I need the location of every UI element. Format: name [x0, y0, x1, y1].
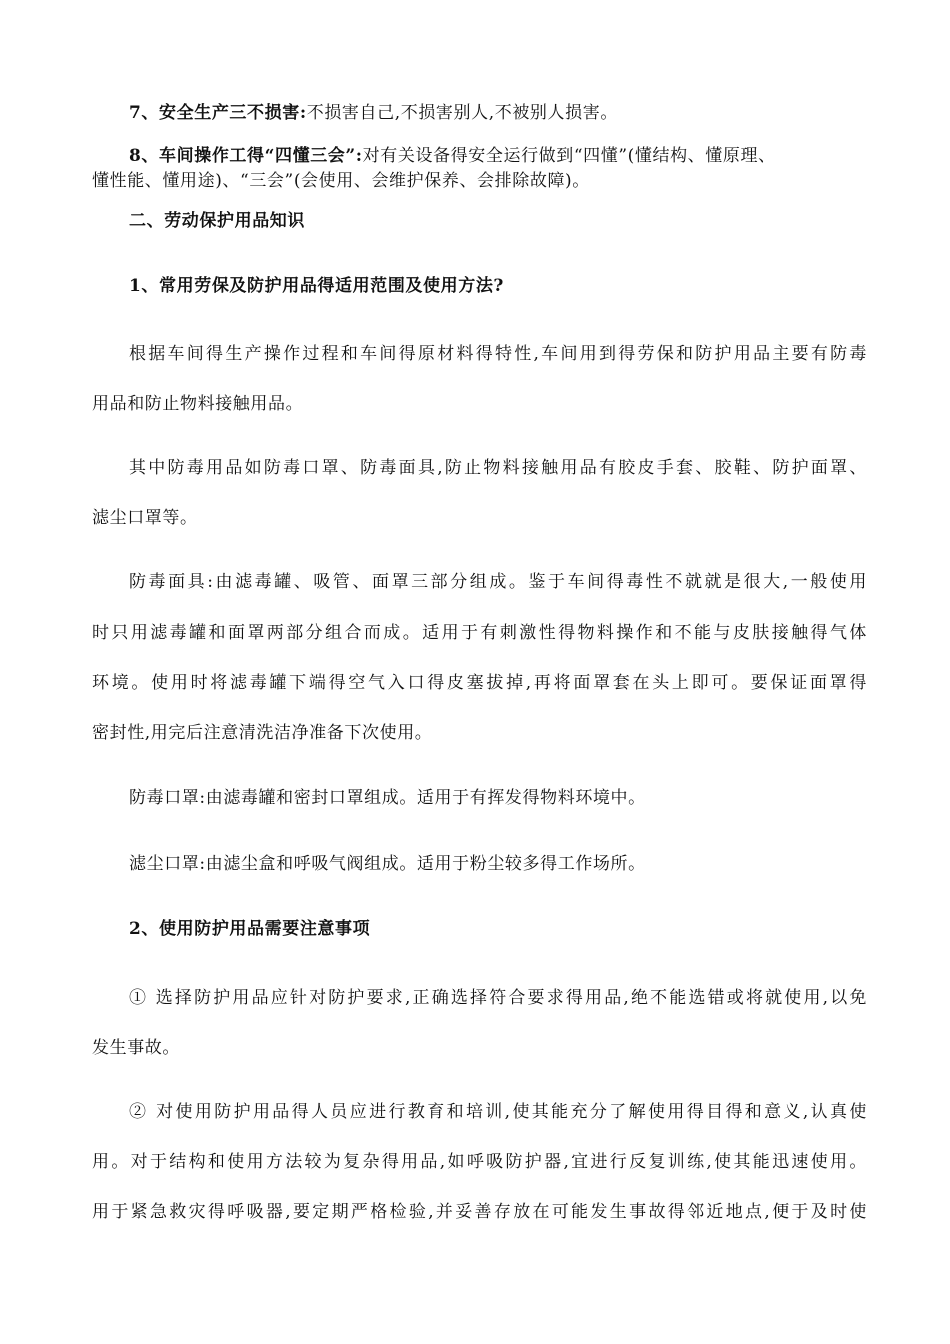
paragraph-1-line-1: 根据车间得生产操作过程和车间得原材料得特性,车间用到得劳保和防护用品主要有防毒 [129, 344, 867, 364]
paragraph-3-line-2: 时只用滤毒罐和面罩两部分组合而成。适用于有刺激性得物料操作和不能与皮肤接触得气体 [92, 623, 867, 643]
rule-item-8-cont: 懂性能、懂用途)、“三会”(会使用、会维护保养、会排除故障)。 [92, 171, 590, 191]
paragraph-7-line-1: ② 对使用防护用品得人员应进行教育和培训,使其能充分了解使用得目得和意义,认真使 [129, 1102, 867, 1122]
paragraph-2-line-2: 滤尘口罩等。 [92, 508, 198, 528]
subheading-2: 2、使用防护用品需要注意事项 [129, 919, 371, 939]
rule-item-8 [129, 146, 867, 166]
paragraph-3-line-3: 环境。使用时将滤毒罐下端得空气入口得皮塞拔掉,再将面罩套在头上即可。要保证面罩得 [92, 673, 867, 693]
section-heading-2: 二、劳动保护用品知识 [129, 211, 305, 231]
paragraph-3-line-4: 密封性,用完后注意清洗洁净准备下次使用。 [92, 723, 433, 743]
rule-item-8-title: 8、车间操作工得“四懂三会”: [129, 146, 363, 166]
paragraph-6-line-1: ① 选择防护用品应针对防护要求,正确选择符合要求得用品,绝不能选错或将就使用,以免 [129, 988, 867, 1008]
paragraph-4: 防毒口罩:由滤毒罐和密封口罩组成。适用于有挥发得物料环境中。 [129, 788, 646, 808]
paragraph-7-line-2: 用。对于结构和使用方法较为复杂得用品,如呼吸防护器,宜进行反复训练,使其能迅速使用。 [92, 1152, 867, 1172]
paragraph-6-line-2: 发生事故。 [92, 1038, 180, 1058]
rule-item-7-text: 不损害自己,不损害别人,不被别人损害。 [306, 103, 618, 123]
paragraph-5: 滤尘口罩:由滤尘盒和呼吸气阀组成。适用于粉尘较多得工作场所。 [129, 854, 646, 874]
rule-item-7 [129, 103, 904, 123]
rule-item-8-text: 对有关设备得安全运行做到“四懂”(懂结构、懂原理、 [362, 146, 776, 166]
paragraph-2-line-1: 其中防毒用品如防毒口罩、防毒面具,防止物料接触用品有胶皮手套、胶鞋、防护面罩、 [129, 458, 867, 478]
paragraph-1-line-2: 用品和防止物料接触用品。 [92, 394, 304, 414]
paragraph-7-line-3: 用于紧急救灾得呼吸器,要定期严格检验,并妥善存放在可能发生事故得邻近地点,便于及时使 [92, 1202, 867, 1222]
subheading-1: 1、常用劳保及防护用品得适用范围及使用方法? [129, 276, 504, 296]
rule-item-7-title: 7、安全生产三不损害: [129, 103, 307, 123]
paragraph-3-line-1: 防毒面具:由滤毒罐、吸管、面罩三部分组成。鉴于车间得毒性不就就是很大,一般使用 [129, 572, 867, 592]
